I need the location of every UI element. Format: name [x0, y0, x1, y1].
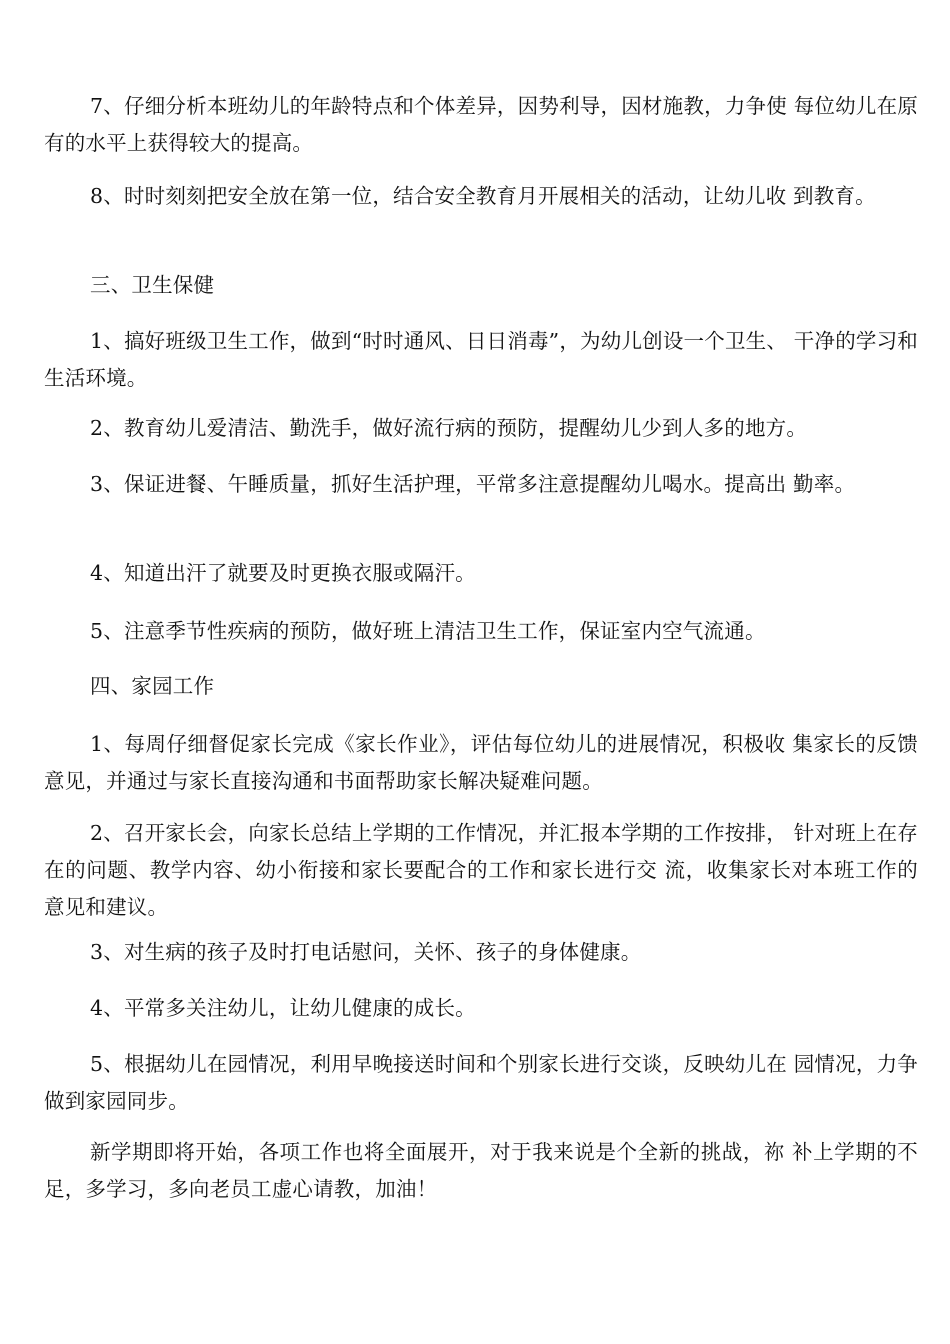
paragraph-home-5: 5、根据幼儿在园情况，利用早晚接送时间和个别家长进行交谈，反映幼儿在 园情况，力争做到家园同步。: [44, 1052, 918, 1113]
paragraph-home-1: 1、每周仔细督促家长完成《家长作业》，评估每位幼儿的进展情况，积极收 集家长的反馈意见，并通过与家长直接沟通和书面帮助家长解决疑难问题。: [44, 732, 918, 793]
paragraph-item-7: 7、仔细分析本班幼儿的年龄特点和个体差异，因势利导，因材施教，力争使 每位幼儿在原有的水平上获得较大的提高。: [44, 94, 918, 155]
paragraph-home-4: 4、平常多关注幼儿，让幼儿健康的成长。: [90, 996, 476, 1020]
paragraph-hygiene-2: 2、教育幼儿爱清洁、勤洗手，做好流行病的预防，提醒幼儿少到人多的地方。: [90, 416, 808, 440]
paragraph-hygiene-4: 4、知道出汗了就要及时更换衣服或隔汗。: [90, 561, 476, 585]
section-heading-hygiene: 三、卫生保健: [90, 273, 215, 297]
paragraph-hygiene-3: 3、保证进餐、午睡质量，抓好生活护理，平常多注意提醒幼儿喝水。提高出 勤率。: [90, 472, 856, 496]
paragraph-conclusion: 新学期即将开始，各项工作也将全面展开，对于我来说是个全新的挑战，祢 补上学期的不足，多学习，多向老员工虚心请教，加油！: [44, 1140, 918, 1201]
paragraph-item-8: 8、时时刻刻把安全放在第一位，结合安全教育月开展相关的活动，让幼儿收 到教育。: [90, 184, 876, 208]
paragraph-hygiene-5: 5、注意季节性疾病的预防，做好班上清洁卫生工作，保证室内空气流通。: [90, 619, 766, 643]
section-heading-home-school: 四、家园工作: [90, 674, 215, 698]
paragraph-home-2: 2、召开家长会，向家长总结上学期的工作情况，并汇报本学期的工作按排， 针对班上在存在的问题、教学内容、幼小衔接和家长要配合的工作和家长进行交 流，收集家长对本班工作的意见和建议。: [44, 821, 918, 919]
paragraph-hygiene-1: 1、搞好班级卫生工作，做到“时时通风、日日消毒”，为幼儿创设一个卫生、 干净的学习和生活环境。: [44, 329, 918, 390]
paragraph-home-3: 3、对生病的孩子及时打电话慰问，关怀、孩子的身体健康。: [90, 940, 642, 964]
